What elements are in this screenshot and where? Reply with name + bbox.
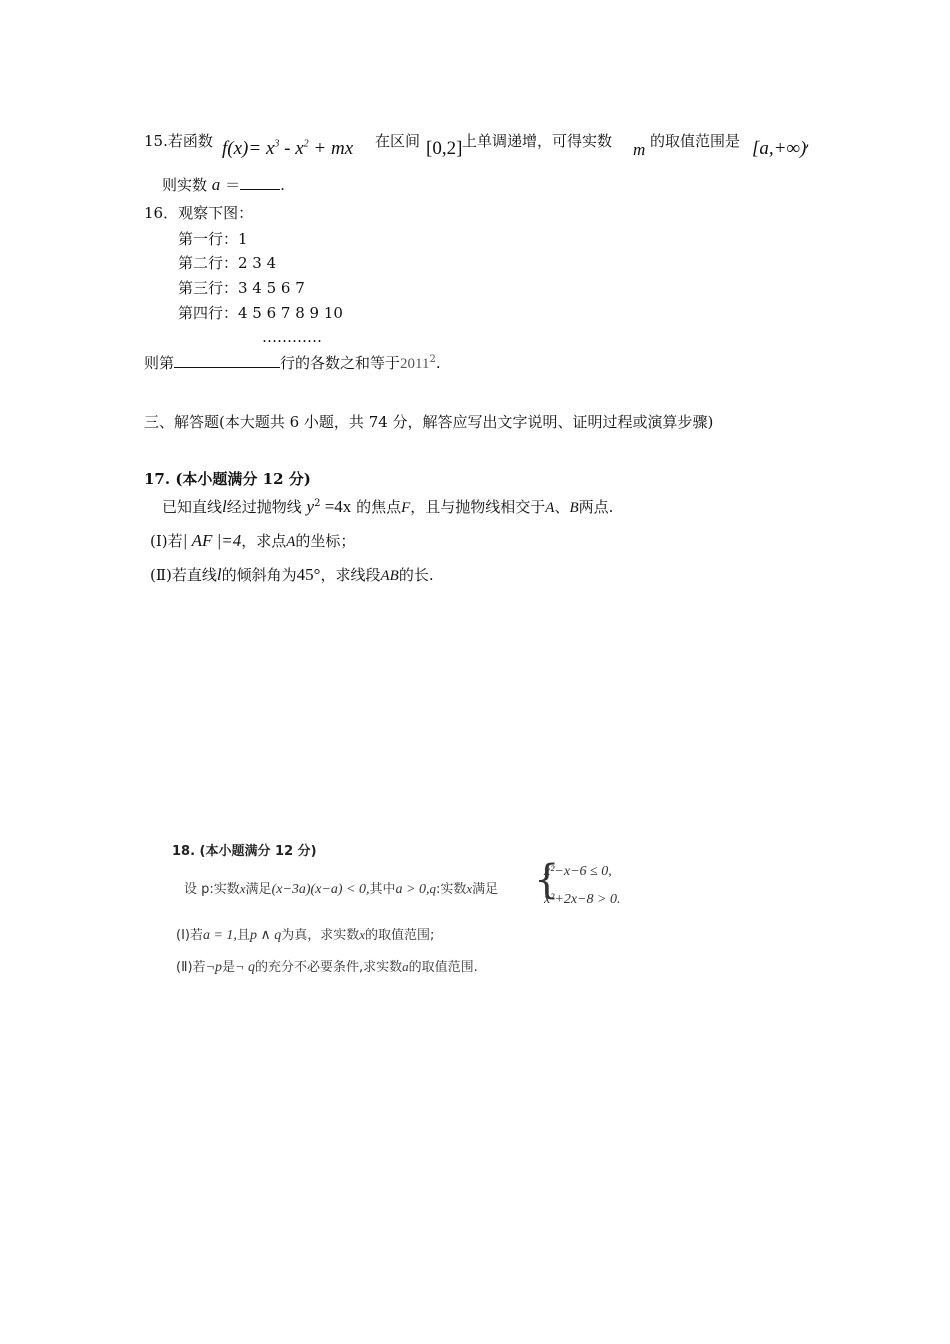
q15-mid-text: 上单调递增，可得实数 [462, 132, 613, 150]
q18-part2 [176, 956, 478, 976]
q18-p2-b: 是 [222, 960, 236, 975]
q17-p1-a: (Ⅰ)若 [150, 532, 183, 550]
q17-sep: 、 [554, 498, 570, 516]
q18-p2-a: (Ⅱ)若 [176, 960, 206, 975]
q18-stem-c: 其中 [369, 882, 396, 897]
q18-p1-c: 为真，求实数 [281, 928, 360, 943]
q16-ask-b: 行的各数之和等于 [280, 354, 401, 372]
q18-p1-cond: a = 1, [202, 928, 237, 943]
q16-row-3: 第三行：3 4 5 6 7 [178, 279, 305, 297]
q15-tail: , [805, 132, 810, 150]
q17-p1-c: 的坐标； [295, 532, 356, 550]
q17-y-var: y [306, 497, 315, 516]
q18-part1 [176, 924, 434, 944]
q17-p2-c: ，求线段 [320, 566, 381, 584]
q17-p1-b: ，求点 [241, 532, 287, 550]
q15-func-rest: + mx [308, 138, 354, 159]
q18-cond: a > 0, [395, 882, 430, 897]
q16-dots: ………… [262, 328, 322, 346]
q18-expr: (x−3a)(x−a) < 0, [271, 882, 370, 897]
q15-number: 15. [144, 132, 168, 150]
q15-cube: 3 [274, 138, 280, 150]
q17-stem-f: 两点. [578, 498, 614, 516]
q15-func-name: f(x) [222, 138, 249, 159]
q18-q-var: q [429, 881, 436, 896]
q17-stem-d: 的焦点 [356, 498, 402, 516]
q15-line2-end: . [280, 176, 285, 194]
q18-stem-a: 设 p:实数 [184, 882, 240, 897]
q17-stem-e: ，且与抛物线相交于 [410, 498, 546, 516]
q15-interval: [0,2] [426, 138, 463, 159]
q18-system-line2: x²+2x−8 > 0. [544, 892, 621, 907]
q18-p1-pq: p ∧ q [249, 928, 282, 943]
q18-stem-e: 满足 [472, 882, 499, 897]
q16-ask-a: 则第 [144, 354, 175, 372]
q16-row-4: 第四行：4 5 6 7 8 9 10 [178, 304, 343, 322]
q17-p2-b: 的倾斜角为 [221, 566, 297, 584]
q15-func-eq: = x [248, 138, 275, 159]
q17-p2-a: (Ⅱ)若直线 [150, 566, 217, 584]
q18-p1-x: x [359, 927, 365, 942]
q18-p2-c: 的充分不必要条件,求实数 [254, 960, 403, 975]
q18-p1-b: 且 [236, 928, 250, 943]
q18-image-block [170, 836, 640, 986]
q16-row-1: 第一行：1 [178, 230, 248, 248]
q15-func-minus: - x [279, 138, 304, 159]
q17-part1 [150, 530, 355, 551]
q18-x-var-2: x [466, 881, 473, 896]
q17-focus-f: F [401, 500, 411, 516]
q17-p2-angle: 45° [296, 565, 321, 584]
q18-stem-b: 满足 [245, 882, 272, 897]
q18-system-line1: x²−x−6 ≤ 0, [544, 864, 612, 879]
q15-range: [a,+∞) [752, 138, 807, 159]
q17-square: 2 [314, 498, 321, 509]
q15-answer-blank[interactable] [240, 175, 280, 190]
q18-p2-var: a [402, 959, 409, 974]
q15-line2-var: a [211, 175, 221, 194]
q17-point-b: B [569, 500, 579, 516]
q15-m-var: m [633, 140, 646, 159]
q17-p2-seg: AB [380, 568, 399, 584]
q17-point-a: A [545, 500, 555, 516]
q16-row-2: 第二行：2 3 4 [178, 254, 277, 272]
q15-square: 2 [303, 138, 309, 150]
q17-stem-c: =4x [320, 497, 352, 516]
q18-p1-a: (Ⅰ)若 [176, 928, 203, 943]
q15-line2-a: 则实数 [162, 176, 208, 194]
q15-line2-b: ＝ [225, 176, 241, 194]
q17-p2-line: l [216, 565, 222, 584]
q15-interval-text: 在区间 [375, 132, 421, 150]
q15-lead: 若函数 [167, 132, 213, 150]
q17-p1-point: A [286, 534, 296, 550]
q16-ask [144, 352, 441, 373]
q15-function [222, 138, 353, 160]
q16-answer-blank[interactable] [174, 353, 280, 368]
q17-line-l: l [222, 497, 227, 516]
q16-ask-sup: 2 [429, 354, 436, 365]
section3-heading: 三、解答题(本大题共 6 小题，共 74 分，解答应写出文字说明、证明过程或演算步骤) [144, 413, 714, 431]
q17-stem [162, 496, 613, 517]
q16-ask-num: 2011 [400, 356, 430, 372]
q18-p2-not-q: ¬ q [235, 960, 255, 975]
q17-p1-expr: | AF |=4 [182, 531, 242, 550]
q18-stem [184, 878, 498, 898]
q17-p2-d: 的长. [398, 566, 434, 584]
q16-title: 16．观察下图： [144, 204, 254, 222]
q18-p2-d: 的取值范围. [408, 960, 478, 975]
q15-line1 [144, 130, 213, 151]
q18-p1-d: 的取值范围; [365, 928, 435, 943]
q16-ask-end: . [435, 354, 441, 372]
q17-title: 17. (本小题满分 12 分) [144, 470, 311, 488]
q18-brace: { [534, 857, 560, 903]
q18-stem-d: :实数 [435, 882, 467, 897]
q17-part2 [150, 564, 434, 585]
q17-stem-b: 经过抛物线 [226, 498, 302, 516]
q15-line2 [162, 174, 285, 195]
q18-p2-not-p: ¬p [205, 960, 222, 975]
q18-title: 18. (本小题满分 12 分) [172, 844, 317, 859]
q17-stem-a: 已知直线 [162, 498, 223, 516]
q15-range-text: 的取值范围是 [650, 132, 741, 150]
q18-x-var: x [239, 881, 246, 896]
